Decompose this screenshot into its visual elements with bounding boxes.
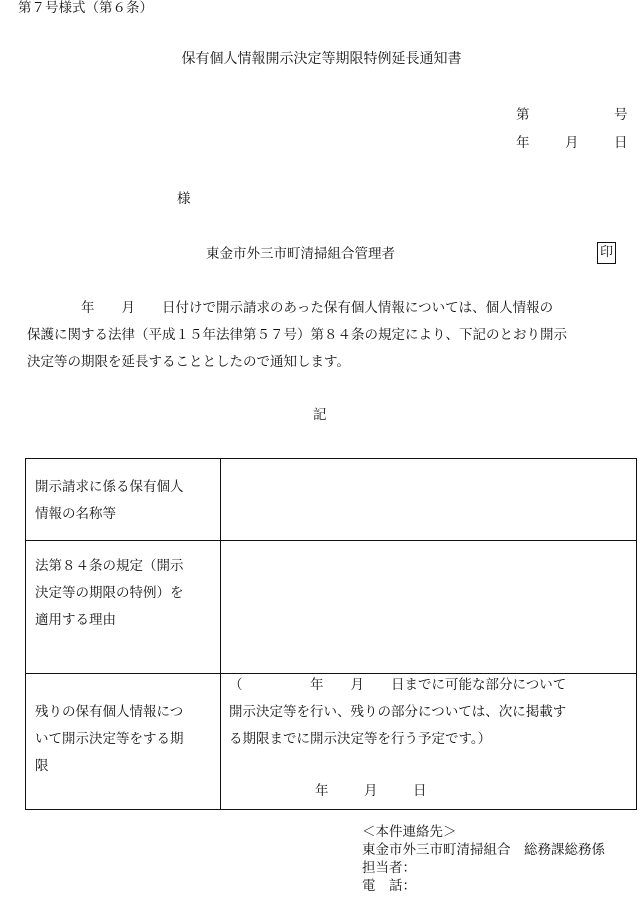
date-day: 日 bbox=[614, 135, 628, 151]
contact-heading: ＜本件連絡先＞ bbox=[362, 824, 457, 840]
recipient-honorific: 様 bbox=[177, 191, 191, 207]
body-line: 決定等の期限を延長することとしたので通知します。 bbox=[27, 354, 350, 370]
column-divider bbox=[220, 674, 221, 810]
form-number: 第７号様式（第６条） bbox=[18, 0, 153, 16]
seal-mark: 印 bbox=[597, 242, 616, 264]
document-title: 保有個人情報開示決定等期限特例延長通知書 bbox=[181, 51, 462, 67]
issuer-name: 東金市外三市町清掃組合管理者 bbox=[206, 246, 395, 262]
table-row bbox=[26, 674, 636, 810]
notice-body bbox=[27, 295, 639, 376]
contact-phone: 電 話： bbox=[362, 878, 416, 894]
row-label: 開示請求に係る保有個人 情報の名称等 bbox=[35, 479, 184, 522]
deadline-month: 月 bbox=[364, 783, 378, 799]
body-line: 保護に関する法律（平成１５年法律第５７号）第８４条の規定により、下記のとおり開示 bbox=[27, 327, 567, 343]
table-row bbox=[26, 541, 636, 674]
contact-representative: 担当者： bbox=[362, 860, 416, 876]
record-table bbox=[25, 458, 637, 810]
date-year: 年 bbox=[516, 135, 530, 151]
column-divider bbox=[220, 459, 221, 540]
contact-organization: 東金市外三市町清掃組合 総務課総務係 bbox=[362, 842, 605, 858]
date-month: 月 bbox=[565, 135, 579, 151]
row-label: 法第８４条の規定（開示 決定等の期限の特例）を 適用する理由 bbox=[35, 558, 184, 628]
row-value: （ 年 月 日までに可能な部分について 開示決定等を行い、残りの部分については、次に掲載す る期限までに開示決定等を行う予定です。） bbox=[229, 677, 567, 747]
record-heading: 記 bbox=[313, 407, 327, 423]
deadline-day: 日 bbox=[413, 783, 427, 799]
document-number-prefix: 第 bbox=[516, 107, 530, 123]
row-label: 残りの保有個人情報につ いて開示決定等をする期 限 bbox=[35, 704, 184, 774]
deadline-year: 年 bbox=[315, 783, 329, 799]
table-row bbox=[26, 459, 636, 541]
document-number-suffix: 号 bbox=[614, 107, 628, 123]
body-line: 年 月 日付けで開示請求のあった保有個人情報については、個人情報の bbox=[81, 300, 554, 316]
column-divider bbox=[220, 541, 221, 673]
